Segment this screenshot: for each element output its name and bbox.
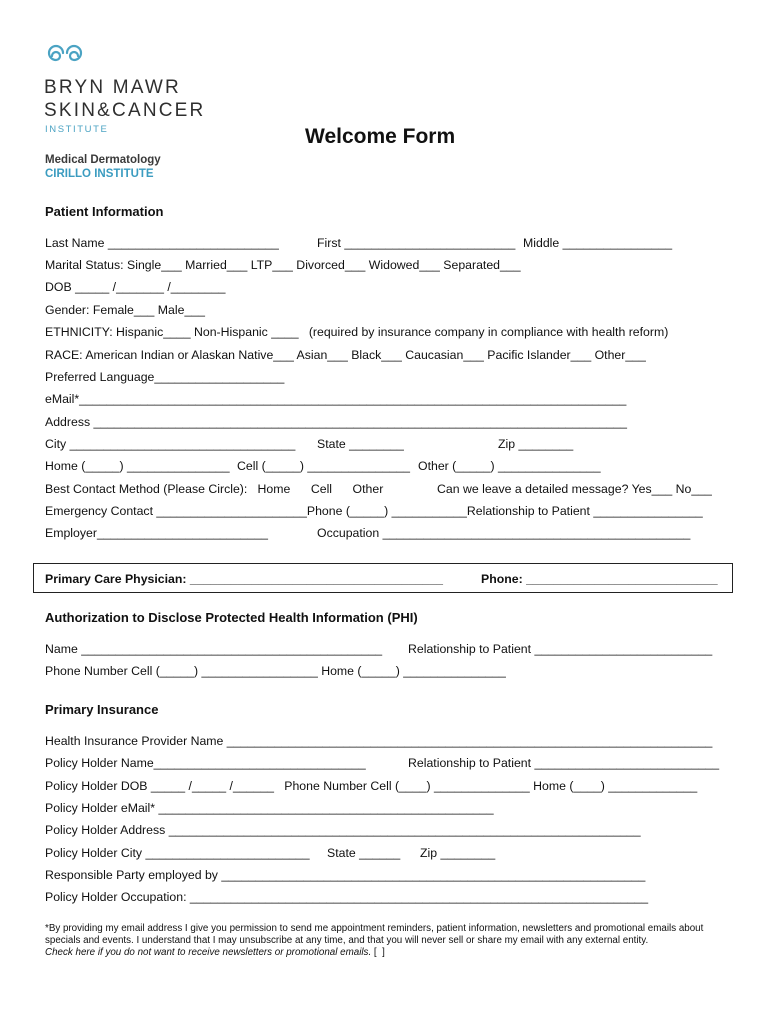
logo-sub-1: Medical Dermatology xyxy=(45,154,161,166)
policy-state-field[interactable]: State ______ xyxy=(327,846,401,860)
phi-phone-field[interactable]: Phone Number Cell (_____) _________________ Home (_____) _______________ xyxy=(45,664,506,678)
policy-holder-dob-field[interactable]: Policy Holder DOB _____ /_____ /______ Phone Number Cell (____) ______________ Home (____) _____________ xyxy=(45,779,698,793)
policy-zip-field[interactable]: Zip ________ xyxy=(420,846,496,860)
logo-sub-2: CIRILLO INSTITUTE xyxy=(45,168,154,180)
footer-note-line-1: *By providing my email address I give you permission to send me appointment reminders, patient information, newsletters and promotional emails about xyxy=(45,923,704,934)
detailed-message-field[interactable]: Can we leave a detailed message? Yes___ No___ xyxy=(437,482,712,496)
patient-info-heading: Patient Information xyxy=(45,204,164,219)
phi-relationship-field[interactable]: Relationship to Patient __________________________ xyxy=(408,642,713,656)
dob-field[interactable]: DOB _____ /_______ /________ xyxy=(45,280,226,294)
policy-holder-address-field[interactable]: Policy Holder Address _____________________________________________________________________ xyxy=(45,823,641,837)
emergency-contact-field[interactable]: Emergency Contact ______________________Phone (_____) ___________Relationship to Patient ________________ xyxy=(45,504,703,518)
logo-swirl-icon xyxy=(42,44,90,68)
phi-name-field[interactable]: Name ____________________________________________ xyxy=(45,642,383,656)
address-field[interactable]: Address ______________________________________________________________________________ xyxy=(45,415,627,429)
phi-heading: Authorization to Disclose Protected Health Information (PHI) xyxy=(45,610,418,625)
employer-field[interactable]: Employer_________________________ xyxy=(45,526,268,540)
cell-phone-field[interactable]: Cell (_____) _______________ xyxy=(237,459,410,473)
first-name-field[interactable]: First _________________________ xyxy=(317,236,516,250)
policy-holder-occupation-field[interactable]: Policy Holder Occupation: ___________________________________________________________________ xyxy=(45,890,649,904)
pcp-name-field[interactable]: Primary Care Physician: _____________________________________ xyxy=(45,572,443,586)
footer-optout-text xyxy=(45,947,385,958)
responsible-party-field[interactable]: Responsible Party employed by ______________________________________________________________ xyxy=(45,868,646,882)
insurance-heading: Primary Insurance xyxy=(45,702,159,717)
state-field[interactable]: State ________ xyxy=(317,437,404,451)
middle-name-field[interactable]: Middle ________________ xyxy=(523,236,673,250)
ethnicity-field[interactable]: ETHNICITY: Hispanic____ Non-Hispanic ____ (required by insurance company in compliance with health reform) xyxy=(45,325,669,339)
optout-checkbox[interactable]: [ ] xyxy=(373,947,385,958)
zip-field[interactable]: Zip ________ xyxy=(498,437,574,451)
city-field[interactable]: City _________________________________ xyxy=(45,437,296,451)
home-phone-field[interactable]: Home (_____) _______________ xyxy=(45,459,230,473)
preferred-language-field[interactable]: Preferred Language___________________ xyxy=(45,370,285,384)
gender-field[interactable]: Gender: Female___ Male___ xyxy=(45,303,205,317)
logo-line-1: BRYN MAWR xyxy=(44,77,181,98)
last-name-field[interactable]: Last Name _________________________ xyxy=(45,236,279,250)
logo-line-2: SKIN&CANCER xyxy=(44,100,206,121)
occupation-field[interactable]: Occupation _____________________________________________ xyxy=(317,526,691,540)
policy-holder-email-field[interactable]: Policy Holder eMail* _________________________________________________ xyxy=(45,801,494,815)
footer-note-line-2: specials and events. I understand that I may unsubscribe at any time, and that you will never sell or share my email with any external entity. xyxy=(45,935,649,946)
other-phone-field[interactable]: Other (_____) _______________ xyxy=(418,459,601,473)
insurance-provider-field[interactable]: Health Insurance Provider Name _______________________________________________________________________ xyxy=(45,734,713,748)
pcp-phone-field[interactable]: Phone: ____________________________ xyxy=(481,572,718,586)
page-title: Welcome Form xyxy=(305,125,456,148)
email-field[interactable]: eMail*________________________________________________________________________________ xyxy=(45,392,627,406)
marital-status-field[interactable]: Marital Status: Single___ Married___ LTP___ Divorced___ Widowed___ Separated___ xyxy=(45,258,521,272)
policy-holder-name-field[interactable]: Policy Holder Name_______________________________ xyxy=(45,756,366,770)
logo-line-3: INSTITUTE xyxy=(45,124,109,135)
policy-relationship-field[interactable]: Relationship to Patient ___________________________ xyxy=(408,756,720,770)
contact-method-field[interactable]: Best Contact Method (Please Circle): Home Cell Other xyxy=(45,482,384,496)
policy-holder-city-field[interactable]: Policy Holder City ________________________ xyxy=(45,846,310,860)
footer-optout-label: Check here if you do not want to receive newsletters or promotional emails. xyxy=(45,947,372,958)
race-field[interactable]: RACE: American Indian or Alaskan Native___ Asian___ Black___ Caucasian___ Pacific Islander___ Other___ xyxy=(45,348,646,362)
